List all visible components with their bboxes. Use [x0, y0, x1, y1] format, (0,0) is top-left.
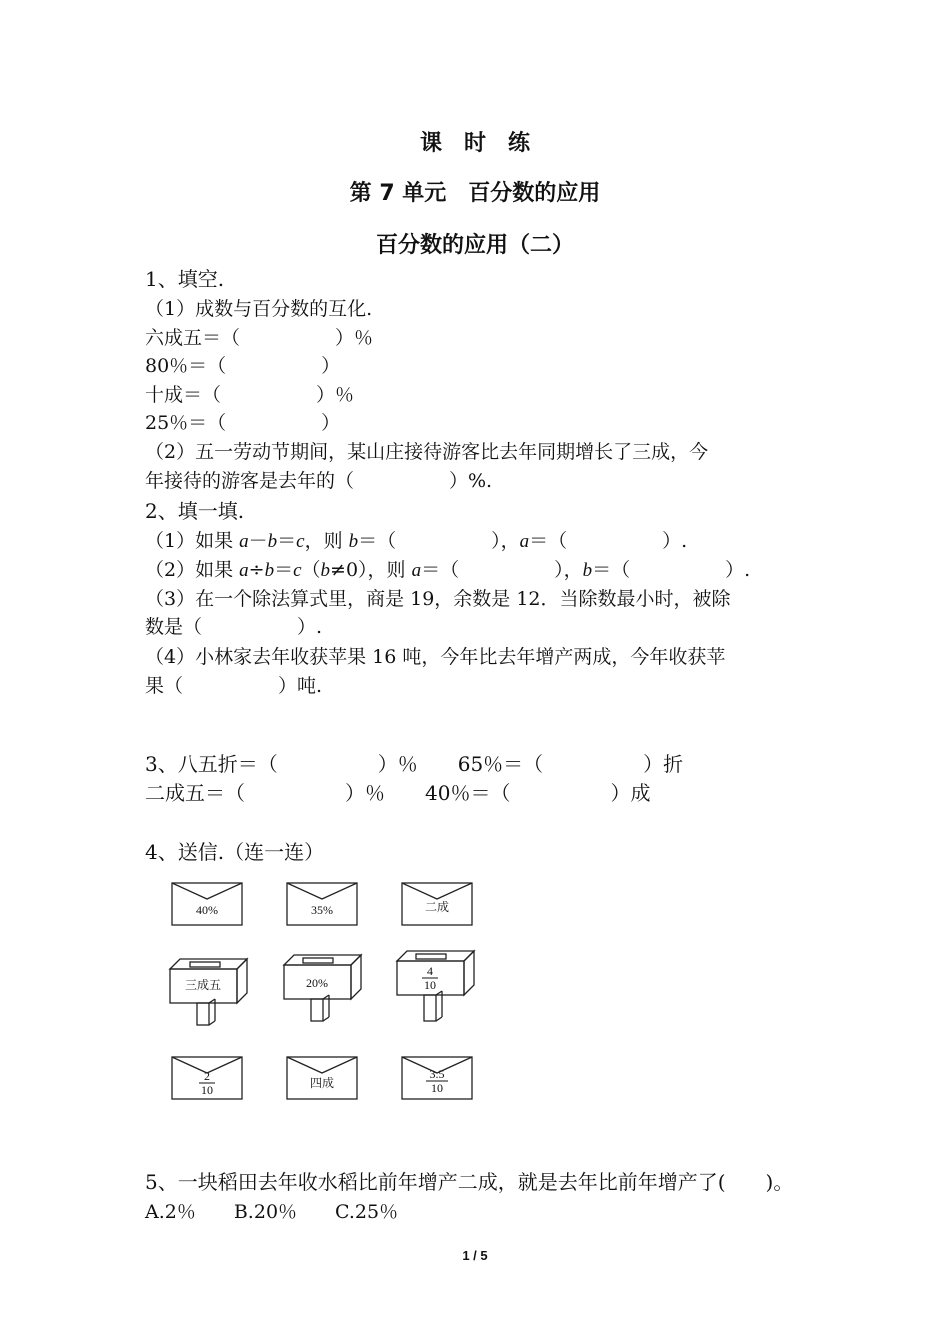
mailbox-icon[interactable]: [170, 959, 247, 1025]
page-number: 1 / 5: [462, 1248, 488, 1263]
bottom-envelope-fraction-denominator-3: 10: [431, 1081, 443, 1095]
page-title: 课 时 练: [419, 131, 530, 156]
mailbox-fraction-numerator: 4: [427, 964, 433, 978]
bottom-envelope-label-2: 四成: [309, 1076, 335, 1090]
q2-part4-line1: （4）小林家去年收获苹果 16 吨，今年比去年增产两成，今年收获苹: [145, 646, 726, 668]
q2-part3-line2: 数是（ ）.: [145, 616, 323, 638]
mailbox-label-2: 20%: [306, 976, 328, 990]
q1-sub1: （1）成数与百分数的互化.: [145, 298, 373, 320]
bottom-envelope-fraction-numerator-1: 2: [204, 1069, 210, 1083]
top-envelope-label-3: 二成: [424, 900, 450, 914]
q2-title: 2、填一填.: [145, 499, 245, 523]
q2-part1: （1）如果 a－b＝c，则 b＝（ ），a＝（ ）.: [145, 530, 688, 552]
q5-options: A.2％ B.20％ C.25％: [145, 1201, 399, 1223]
q1-sub2-line2: 年接待的游客是去年的（ ）%.: [145, 470, 493, 492]
top-envelope-label-2: 35%: [311, 903, 333, 917]
letter-matching-figure: [160, 875, 490, 1105]
q3-line2: 二成五＝（ ）％ 40％＝（ ）成: [145, 781, 651, 805]
q3-line1: 3、八五折＝（ ）％ 65％＝（ ）折: [145, 752, 684, 776]
unit-title: 第 7 单元 百分数的应用: [349, 181, 601, 206]
q2-part2: （2）如果 a÷b＝c（b≠0），则 a＝（ ），b＝（ ）.: [145, 559, 751, 581]
q1-line-1: 六成五＝（ ）％: [145, 327, 374, 349]
bottom-envelope-fraction-numerator-3: 3.5: [429, 1067, 445, 1081]
q2-part4-line2: 果（ ）吨.: [145, 675, 323, 697]
bottom-envelope-fraction-denominator-1: 10: [201, 1083, 213, 1097]
q4-title: 4、送信.（连一连）: [145, 840, 325, 864]
q1-title: 1、填空.: [145, 267, 225, 291]
q1-line-2: 80％＝（ ）: [145, 355, 341, 377]
mailbox-fraction-denominator: 10: [424, 978, 436, 992]
q5-question: 5、一块稻田去年收水稻比前年增产二成，就是去年比前年增产了( )。: [145, 1170, 794, 1194]
q1-sub2-line1: （2）五一劳动节期间，某山庄接待游客比去年同期增长了三成，今: [145, 441, 709, 463]
mailbox-label-1: 三成五: [184, 978, 222, 992]
lesson-title: 百分数的应用（二）: [375, 233, 574, 258]
q1-line-3: 十成＝（ ）％: [145, 384, 355, 406]
q2-part3-line1: （3）在一个除法算式里，商是 19，余数是 12．当除数最小时，被除: [145, 588, 731, 610]
top-envelope-label-1: 40%: [196, 903, 218, 917]
q1-line-4: 25％＝（ ）: [145, 412, 341, 434]
